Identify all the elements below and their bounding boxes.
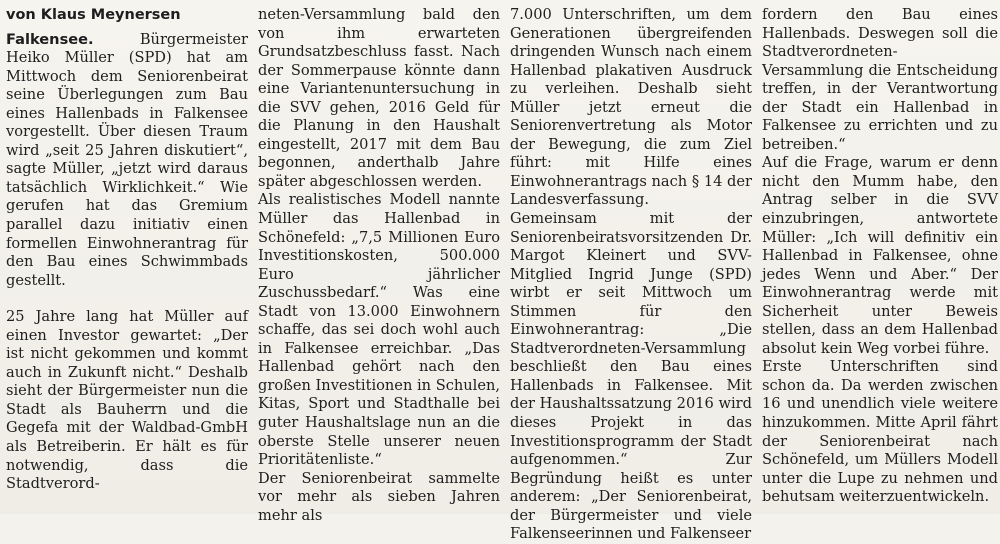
dateline-location: Falkensee. [6, 30, 94, 48]
column-4 [762, 6, 998, 516]
paragraph: Erste Unterschriften sind schon da. Da werden zwischen 16 und unendlich viele weitere hinzukommen. Mitte April fährt der Seniorenbeirat nach Schönefeld, um Müllers Modell unter die Lupe zu nehmen und behutsam weiterzuentwickeln. [762, 358, 998, 506]
paragraph: fordern den Bau eines Hallenbads. Deswegen soll die Stadtverordneten-Versammlung die Entscheidung treffen, in der Verantwortung der Stadt ein Hallenbad in Falkensee zu errichten und zu betreiben.“ [762, 6, 998, 153]
paragraph: 7.000 Unterschriften, um dem Generationen übergreifenden dringenden Wunsch nach einem Hallenbad plakativen Ausdruck zu verleihen. Deshalb sieht Müller jetzt erneut die Seniorenvertretung als Motor der Bewegung, die zum Ziel führt: mit Hilfe eines Einwohnerantrags nach § 14 der Landesverfassung. [510, 6, 752, 209]
paragraph: Als realistisches Modell nannte Müller das Hallenbad in Schönefeld: „7,5 Millionen Euro Investitionskosten, 500.000 Euro jährlicher Zuschussbedarf.“ Was eine Stadt von 13.000 Einwohnern schaffe, das sei doch wohl auch in Falkensee erreichbar. „Das Hallenbad gehört nach den großen Investitionen in Schulen, Kitas, Sport und Stadthalle bei guter Haushaltslage nun an die oberste Stelle unserer neuen Prioritätenliste.“ [258, 191, 501, 469]
column-2 [258, 6, 501, 524]
column-3 [510, 6, 752, 543]
paragraph [6, 31, 248, 291]
paragraph: neten-Versammlung bald den von ihm erwarteten Grundsatzbeschluss fasst. Nach der Sommerpause könnte dann eine Variantenuntersuchung in die SVV gehen, 2016 Geld für die Planung in den Haushalt eingestellt, 2017 mit dem Bau begonnen, anderthalb Jahre später abgeschlossen werden. [258, 6, 500, 190]
byline: von Klaus Meynersen [6, 7, 181, 23]
column-1 [6, 6, 248, 516]
paragraph: Gemeinsam mit der Seniorenbeiratsvorsitzenden Dr. Margot Kleinert und SVV-Mitglied Ingrid Junge (SPD) wirbt er seit Mittwoch um Stimmen für den Einwohnerantrag: „Die Stadtverordneten-Versammlung beschließt den Bau eines Hallenbads in Falkensee. Mit der Haushaltssatzung 2016 wird dieses Projekt in das Investitionsprogramm der Stadt aufgenommen.“ Zur Begründung heißt es unter anderem: „Der Seniorenbeirat, der Bürgermeister und viele Falkenseerinnen und Falkenseer [510, 210, 752, 543]
paragraph: 25 Jahre lang hat Müller auf einen Investor gewartet: „Der ist nicht gekommen und kommt auch in Zukunft nicht.“ Deshalb sieht der Bürgermeister nun die Stadt als Bauherrn und die Gegefa mit der Waldbad-GmbH als Betreiberin. Er hält es für notwendig, dass die Stadtverord- [6, 308, 248, 493]
paragraph: Der Seniorenbeirat sammelte vor mehr als sieben Jahren mehr als [258, 469, 500, 524]
paragraph: Auf die Frage, warum er denn nicht den Mumm habe, den Antrag selber in die SVV einzubringen, antwortete Müller: „Ich will definitiv ein Hallenbad in Falkensee, ohne jedes Wenn und Aber.“ Der Einwohnerantrag werde mit Sicherheit unter Beweis stellen, dass an dem Hallenbad absolut kein Weg vorbei führe. [762, 154, 998, 357]
paragraph-text: Bürgermeister Heiko Müller (SPD) hat am Mittwoch dem Seniorenbeirat seine Überlegungen zum Bau eines Hallenbads in Falkensee vorgestellt. Über diesen Traum wird „seit 25 Jahren diskutiert“, sagte Müller, „jetzt wird daraus tatsächlich Wirklichkeit.“ Wie gerufen hat das Gremium parallel dazu initiativ einen formellen Einwohnerantrag für den Bau eines Schwimmbads gestellt. [6, 30, 248, 289]
